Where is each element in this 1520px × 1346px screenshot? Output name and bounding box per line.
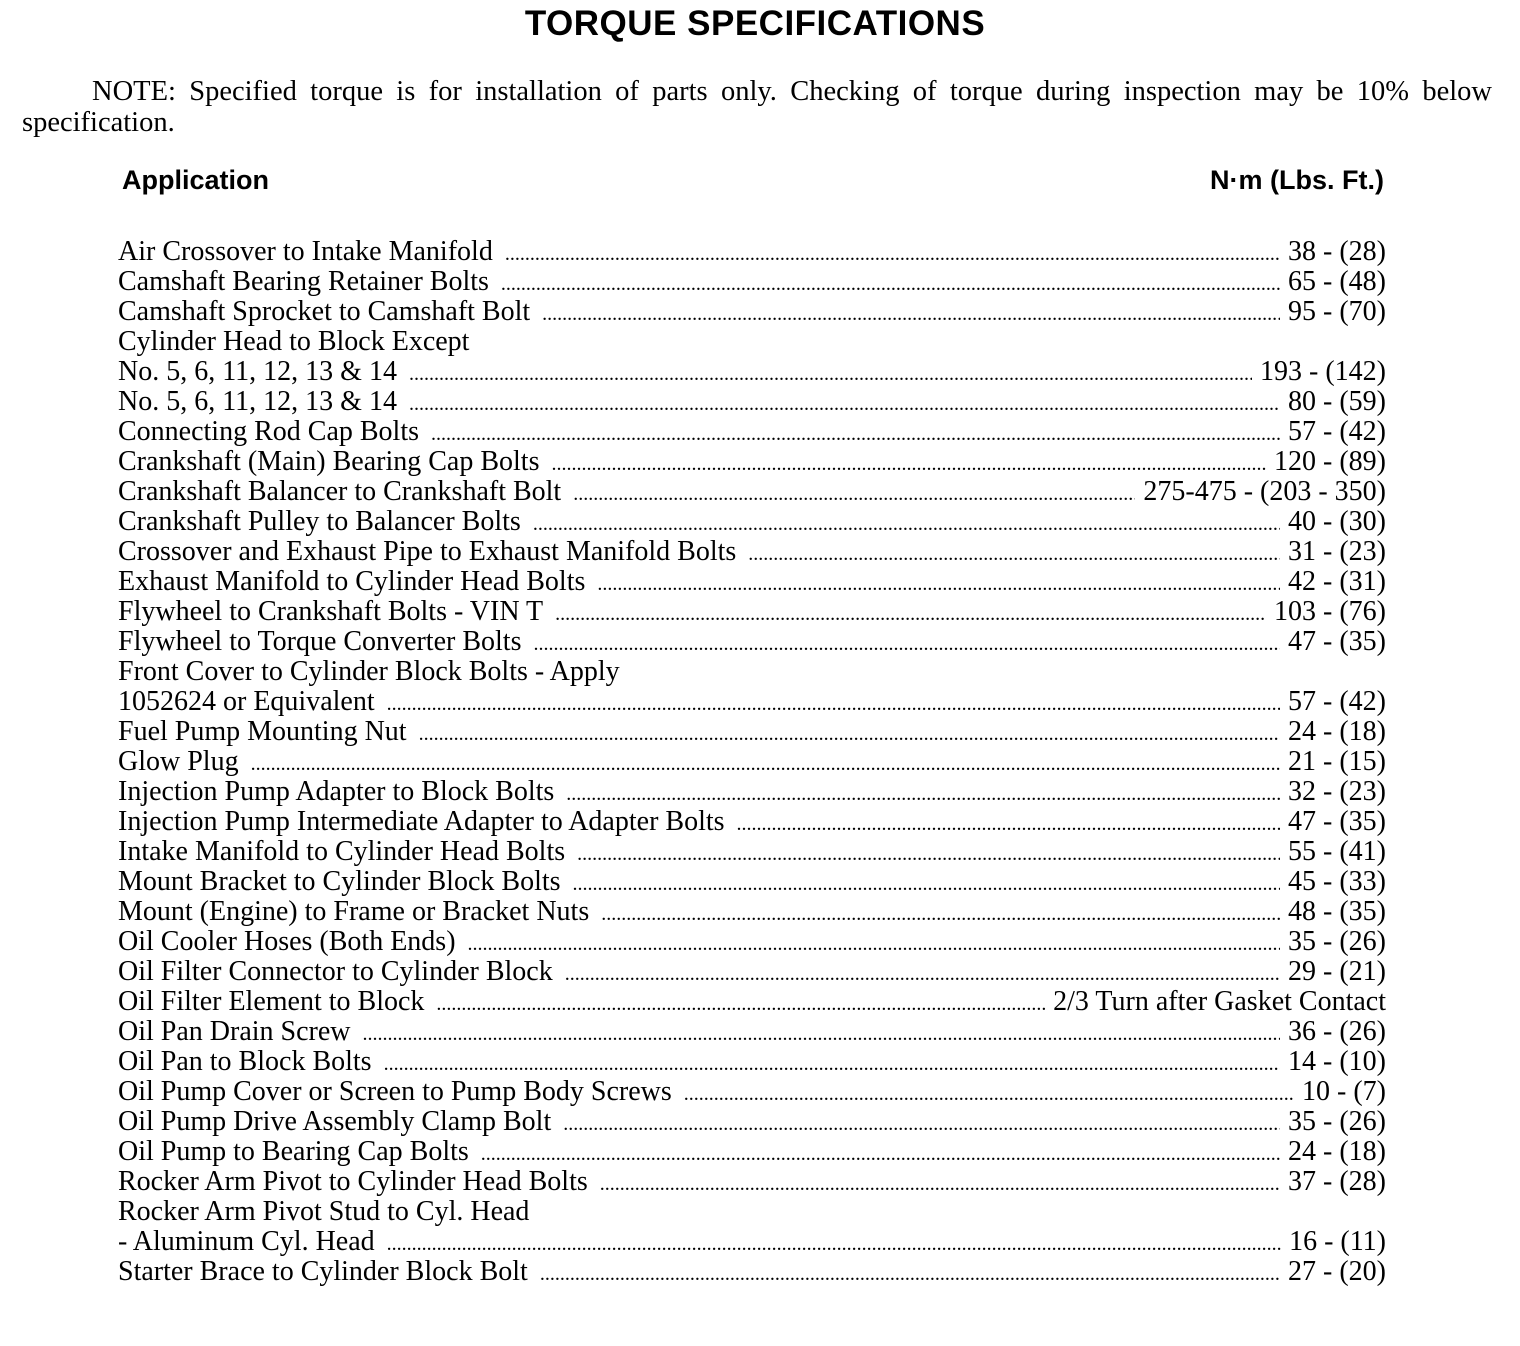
dot-leader [542,299,1280,329]
dot-leader [601,899,1280,929]
table-row [118,867,1386,897]
table-row [118,327,1386,357]
table-row [118,1017,1386,1047]
table-row [118,1167,1386,1197]
table-row [118,597,1386,627]
application-label: Crankshaft Pulley to Balancer Bolts [118,506,521,537]
dot-leader [251,749,1280,779]
application-column-header: Application [122,165,269,195]
table-row [118,807,1386,837]
torque-value: 14 - (10) [1288,1046,1386,1077]
table-row [118,837,1386,867]
table-row [118,1257,1386,1287]
application-label: Camshaft Sprocket to Camshaft Bolt [118,296,531,327]
dot-leader [577,839,1280,869]
application-label: - Aluminum Cyl. Head [118,1226,375,1257]
torque-spec-list [118,237,1386,1287]
application-label: Exhaust Manifold to Cylinder Head Bolts [118,566,586,597]
torque-value: 95 - (70) [1288,296,1386,327]
torque-value: 55 - (41) [1288,836,1386,867]
table-row [118,987,1386,1017]
dot-leader [387,1229,1281,1259]
table-row [118,357,1386,387]
dot-leader [600,1169,1280,1199]
table-row [118,267,1386,297]
torque-value: 27 - (20) [1288,1256,1386,1287]
torque-value: 38 - (28) [1288,236,1386,267]
dot-leader [409,359,1252,389]
dot-leader [573,869,1280,899]
application-label: Camshaft Bearing Retainer Bolts [118,266,489,297]
table-row [118,747,1386,777]
dot-leader [387,689,1280,719]
table-row [118,1107,1386,1137]
dot-leader [363,1019,1281,1049]
torque-value: 35 - (26) [1288,926,1386,957]
application-label: Rocker Arm Pivot to Cylinder Head Bolts [118,1166,588,1197]
torque-value: 65 - (48) [1288,266,1386,297]
table-row [118,567,1386,597]
torque-value: 36 - (26) [1288,1016,1386,1047]
application-label: Starter Brace to Cylinder Block Bolt [118,1256,528,1287]
torque-value: 31 - (23) [1288,536,1386,567]
torque-value: 275-475 - (203 - 350) [1143,476,1386,507]
dot-leader [501,269,1280,299]
torque-value: 21 - (15) [1288,746,1386,777]
application-label: Oil Cooler Hoses (Both Ends) [118,926,456,957]
page-title: TORQUE SPECIFICATIONS [524,4,986,43]
table-row [118,477,1386,507]
table-row [118,957,1386,987]
dot-leader [566,779,1280,809]
dot-leader [551,449,1266,479]
dot-leader [563,1109,1280,1139]
dot-leader [533,509,1280,539]
dot-leader [748,539,1280,569]
application-label: Crossover and Exhaust Pipe to Exhaust Manifold Bolts [118,536,737,567]
application-label: Mount (Engine) to Frame or Bracket Nuts [118,896,590,927]
torque-value: 24 - (18) [1288,716,1386,747]
dot-leader [481,1139,1280,1169]
torque-value: 42 - (31) [1288,566,1386,597]
application-label: Fuel Pump Mounting Nut [118,716,407,747]
application-label: Flywheel to Torque Converter Bolts [118,626,522,657]
table-row [118,777,1386,807]
application-label: Oil Pump Cover or Screen to Pump Body Screws [118,1076,672,1107]
dot-leader [505,239,1280,269]
application-label: Oil Filter Element to Block [118,986,425,1017]
dot-leader [540,1259,1280,1289]
table-row [118,507,1386,537]
application-label: Front Cover to Cylinder Block Bolts - Apply [118,656,620,687]
dot-leader [573,479,1135,509]
table-row [118,897,1386,927]
dot-leader [409,389,1280,419]
table-row [118,1227,1386,1257]
application-label: Oil Pan Drain Screw [118,1016,351,1047]
torque-unit-column-header: N·m (Lbs. Ft.) [1210,165,1384,195]
table-row [118,1197,1386,1227]
application-label: Oil Pan to Block Bolts [118,1046,372,1077]
table-row [118,1047,1386,1077]
dot-leader [468,929,1280,959]
torque-value: 45 - (33) [1288,866,1386,897]
torque-value: 47 - (35) [1288,626,1386,657]
application-label: Crankshaft (Main) Bearing Cap Bolts [118,446,540,477]
dot-leader [684,1079,1294,1109]
torque-value: 57 - (42) [1288,416,1386,447]
application-label: No. 5, 6, 11, 12, 13 & 14 [118,356,397,387]
application-label: Injection Pump Intermediate Adapter to Adapter Bolts [118,806,725,837]
application-label: Oil Pump Drive Assembly Clamp Bolt [118,1106,552,1137]
torque-value: 32 - (23) [1288,776,1386,807]
application-label: Injection Pump Adapter to Block Bolts [118,776,555,807]
table-row [118,297,1386,327]
dot-leader [597,569,1280,599]
application-label: Crankshaft Balancer to Crankshaft Bolt [118,476,562,507]
dot-leader [436,989,1045,1019]
application-label: Cylinder Head to Block Except [118,326,470,357]
table-row [118,447,1386,477]
torque-value: 80 - (59) [1288,386,1386,417]
torque-value: 35 - (26) [1288,1106,1386,1137]
table-row [118,687,1386,717]
torque-value: 48 - (35) [1288,896,1386,927]
torque-value: 120 - (89) [1274,446,1386,477]
torque-value: 16 - (11) [1289,1226,1386,1257]
application-label: Oil Pump to Bearing Cap Bolts [118,1136,469,1167]
torque-value: 29 - (21) [1288,956,1386,987]
table-header [122,165,1384,199]
dot-leader [431,419,1280,449]
torque-value: 24 - (18) [1288,1136,1386,1167]
dot-leader [555,599,1266,629]
torque-value: 103 - (76) [1274,596,1386,627]
table-row [118,237,1386,267]
application-label: Glow Plug [118,746,239,777]
torque-value: 40 - (30) [1288,506,1386,537]
table-row [118,1077,1386,1107]
application-label: No. 5, 6, 11, 12, 13 & 14 [118,386,397,417]
application-label: Rocker Arm Pivot Stud to Cyl. Head [118,1196,530,1227]
dot-leader [384,1049,1280,1079]
application-label: Mount Bracket to Cylinder Block Bolts [118,866,561,897]
torque-value: 10 - (7) [1302,1076,1386,1107]
torque-value: 57 - (42) [1288,686,1386,717]
application-label: Air Crossover to Intake Manifold [118,236,493,267]
dot-leader [533,629,1280,659]
table-row [118,717,1386,747]
application-label: Connecting Rod Cap Bolts [118,416,419,447]
torque-value: 2/3 Turn after Gasket Contact [1053,986,1386,1017]
table-row [118,627,1386,657]
torque-value: 47 - (35) [1288,806,1386,837]
application-label: 1052624 or Equivalent [118,686,375,717]
application-label: Oil Filter Connector to Cylinder Block [118,956,553,987]
dot-leader [419,719,1280,749]
dot-leader [737,809,1280,839]
table-row [118,537,1386,567]
table-row [118,927,1386,957]
table-row [118,657,1386,687]
torque-value: 193 - (142) [1260,356,1386,387]
table-row [118,1137,1386,1167]
dot-leader [565,959,1280,989]
application-label: Intake Manifold to Cylinder Head Bolts [118,836,566,867]
application-label: Flywheel to Crankshaft Bolts - VIN T [118,596,544,627]
spec-note: NOTE: Specified torque is for installation of parts only. Checking of torque during inspection may be 10% below specification. [22,76,1492,138]
table-row [118,387,1386,417]
table-row [118,417,1386,447]
torque-value: 37 - (28) [1288,1166,1386,1197]
